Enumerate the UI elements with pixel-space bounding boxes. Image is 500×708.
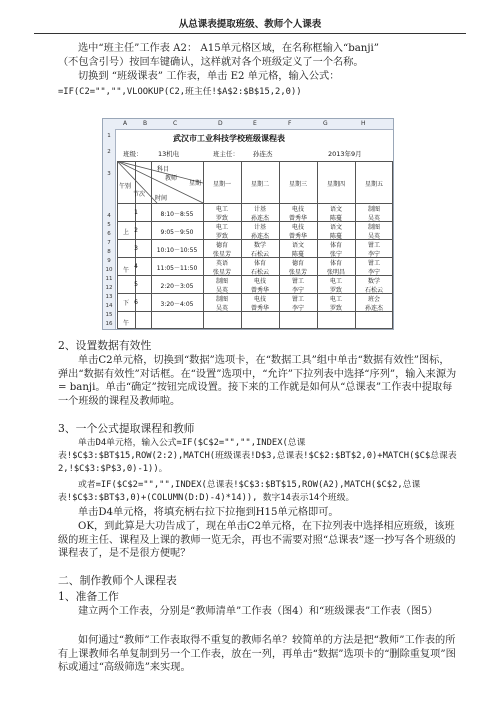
intro-line-1: 选中“班主任”工作表 A2： A15单元格区域，在名称框输入“banji” xyxy=(78,43,379,54)
course-cell: 计基 xyxy=(253,206,266,213)
hdr-teacher: 教师 xyxy=(165,175,178,182)
col-f: F xyxy=(288,120,292,127)
course-cell: 电技 xyxy=(291,206,304,213)
course-cell: 班会 xyxy=(367,296,380,303)
course-cell: 英语 xyxy=(215,260,228,267)
period-time: 9:05－9:50 xyxy=(160,229,194,236)
period-time: 11:05－11:50 xyxy=(156,265,198,272)
teacher-cell: 李宁 xyxy=(291,286,304,294)
row-11: 11 xyxy=(105,276,113,282)
row-13: 13 xyxy=(105,294,113,300)
row-header-bar xyxy=(103,129,116,329)
course-cell: 钳工 xyxy=(367,242,380,249)
course-cell: 语文 xyxy=(291,242,304,249)
row-12: 12 xyxy=(105,285,113,291)
course-cell: 德育 xyxy=(215,242,228,249)
course-cell: 数学 xyxy=(253,242,266,249)
column-header-bar xyxy=(103,119,393,130)
teacher-cell: 陈蔓 xyxy=(291,250,304,258)
part2-sub1: 1、准备工作 xyxy=(58,590,119,603)
period-number: 3 xyxy=(134,245,138,252)
teacher-cell: 李宁 xyxy=(291,304,304,312)
afternoon-label-bottom: 午 xyxy=(123,320,130,327)
teacher-cell: 孙连杰 xyxy=(250,232,269,240)
period-number: 4 xyxy=(134,263,138,270)
sheet-title: 武汉市工业科技学校班级课程表 xyxy=(173,134,285,143)
period-time: 10:10－10:55 xyxy=(156,247,198,254)
row-4: 4 xyxy=(107,213,111,219)
row-8: 8 xyxy=(107,249,111,255)
teacher-cell: 罗致 xyxy=(215,214,228,222)
course-cell: 语文 xyxy=(329,224,342,231)
section3-heading: 3、一个公式提取课程和教师 xyxy=(58,422,195,435)
teacher-cell: 石松云 xyxy=(364,286,383,294)
homeroom-teacher-value: 孙连杰 xyxy=(253,150,273,158)
col-e: E xyxy=(253,120,257,127)
homeroom-teacher-label: 班主任： xyxy=(213,150,239,158)
period-number: 2 xyxy=(134,227,138,234)
course-cell: 数学 xyxy=(367,278,380,285)
row-2: 2 xyxy=(107,149,111,155)
course-cell: 电技 xyxy=(253,278,266,285)
course-cell: 体育 xyxy=(329,260,342,267)
period-number: 5 xyxy=(134,281,138,288)
col-g: G xyxy=(323,120,328,127)
intro-line-3: 切换到 “班级课表” 工作表，单击 E2 单元格，输入公式： xyxy=(78,71,340,82)
class-label: 班级： xyxy=(123,150,143,158)
hdr-time: 时间 xyxy=(155,195,168,202)
row-9: 9 xyxy=(107,258,111,264)
row-16: 16 xyxy=(105,321,113,327)
row-10: 10 xyxy=(105,267,113,273)
class-value: 13机电 xyxy=(158,150,180,158)
course-cell: 体育 xyxy=(253,260,266,267)
weekday-tue: 星期二 xyxy=(250,181,269,188)
teacher-cell: 石松云 xyxy=(250,250,269,258)
teacher-cell: 石松云 xyxy=(250,268,269,276)
hdr-weekday: 星期 xyxy=(189,180,202,187)
hdr-noon: 午别 xyxy=(119,183,132,190)
course-cell: 制图 xyxy=(367,206,380,213)
row-15: 15 xyxy=(105,312,113,318)
row-6: 6 xyxy=(107,231,111,237)
teacher-cell: 张星芳 xyxy=(212,250,231,258)
teacher-cell: 罗致 xyxy=(329,286,342,294)
teacher-cell: 张明昌 xyxy=(326,268,345,276)
weekday-thu: 星期四 xyxy=(326,181,345,188)
teacher-cell: 吴英 xyxy=(215,304,228,312)
part2-p2: 如何通过“教师”工作表取得不重复的教师名单？较简单的方法是把“教师”工作表的所有上课教师名单复制到另一个工作表，放在一列，再单击“数据”选项卡的“删除重复项”图标或通过“高级筛选”来实现。 xyxy=(58,635,456,674)
course-cell: 钳工 xyxy=(367,260,380,267)
row-1: 1 xyxy=(107,133,111,139)
teacher-cell: 李宁 xyxy=(367,250,380,258)
teacher-cell: 陈蔓 xyxy=(329,214,342,222)
course-cell: 电技 xyxy=(291,224,304,231)
col-a: A xyxy=(123,120,128,127)
course-cell: 钳工 xyxy=(291,278,304,285)
intro-line-2: （不包含引号）按回车键确认，这样就对各个班级定义了一个名称。 xyxy=(58,57,364,68)
teacher-cell: 罗致 xyxy=(329,304,342,312)
teacher-cell: 孙连杰 xyxy=(250,214,269,222)
course-cell: 制图 xyxy=(215,278,228,285)
row-14: 14 xyxy=(105,303,113,309)
course-cell: 计基 xyxy=(253,224,266,231)
course-cell: 电工 xyxy=(329,278,342,285)
hdr-period: 节次 xyxy=(133,191,146,198)
part2-heading: 二、制作教师个人课程表 xyxy=(58,574,177,587)
intro-formula: =IF(C2="","",VLOOKUP(C2,班主任!$A$2:$B$15,2,0)) xyxy=(58,87,302,97)
teacher-cell: 吴英 xyxy=(215,286,228,294)
page-header: 从总课表提取班级、教师个人课表 xyxy=(34,16,466,34)
row-5: 5 xyxy=(107,222,111,228)
weekday-mon: 星期一 xyxy=(212,181,231,188)
teacher-cell: 曾秀华 xyxy=(250,286,269,294)
section3-p3: 单击D4单元格，将填充柄右拉下拉拖到H15单元格即可。 xyxy=(78,507,339,518)
section2-heading: 2、设置数据有效性 xyxy=(58,339,152,352)
spreadsheet-screenshot xyxy=(102,118,394,330)
morning-label-top: 上 xyxy=(123,229,130,236)
course-cell: 钳工 xyxy=(291,296,304,303)
course-cell: 制图 xyxy=(215,296,228,303)
period-time: 2:20－3:05 xyxy=(160,283,194,290)
teacher-cell: 曾秀华 xyxy=(250,304,269,312)
sheet-date: 2013年9月 xyxy=(328,150,362,158)
course-cell: 电工 xyxy=(215,206,228,213)
course-cell: 电工 xyxy=(215,224,228,231)
col-c: C xyxy=(173,120,178,127)
teacher-cell: 张星芳 xyxy=(212,268,231,276)
section2-text: 单击C2单元格，切换到“数据”选项卡，在“数据工具”组中单击“数据有效性”图标，弹出“数据有效性”对话框。在“设置”选项中，“允许”下拉列表中选择“序列”，输入来源为= banji。单击“确定”按钮完成设置。接下来的工作就是如何从“总课表”工作表中提取每一个班级的课程及教师啦。 xyxy=(58,355,457,407)
period-time: 3:20－4:05 xyxy=(160,301,194,308)
course-cell: 德育 xyxy=(291,260,304,267)
teacher-cell: 曾秀华 xyxy=(288,214,307,222)
section3-p2: 或者=IF($C$2="","",INDEX(总课表!$C$3:$BT$15,ROW(A2),MATCH($C$2,总课表!$C$3:$BT$3,0)+(COLUMN(D:D)-4)*14)), 数字14表示14个班级。 xyxy=(58,480,421,504)
row-7: 7 xyxy=(107,240,111,246)
course-cell: 电工 xyxy=(329,296,342,303)
row-3: 3 xyxy=(107,171,111,177)
schedule-table xyxy=(117,161,393,329)
col-d: D xyxy=(218,120,223,127)
period-number: 6 xyxy=(134,299,138,306)
teacher-cell: 罗致 xyxy=(215,232,228,240)
teacher-cell: 陈蔓 xyxy=(329,232,342,240)
course-cell: 体育 xyxy=(329,242,342,249)
hdr-subject: 科目 xyxy=(157,166,170,173)
teacher-cell: 李宁 xyxy=(367,268,380,276)
teacher-cell: 张宁 xyxy=(329,250,342,258)
col-h: H xyxy=(361,120,366,127)
period-number: 1 xyxy=(134,209,138,216)
part2-p1: 建立两个工作表，分别是“教师清单”工作表（图4）和“班级课表”工作表（图5） xyxy=(78,606,438,617)
course-cell: 制图 xyxy=(367,224,380,231)
weekday-wed: 星期三 xyxy=(288,181,307,188)
period-time: 8:10－8:55 xyxy=(160,211,194,218)
morning-label-bottom: 午 xyxy=(123,267,130,274)
col-b: B xyxy=(143,120,148,127)
teacher-cell: 孙连杰 xyxy=(364,304,383,312)
section3-p4: OK，到此算是大功告成了，现在单击C2单元格，在下拉列表中选择相应班级，该班级的班主任、课程及上课的教师一览无余，再也不需要对照“总课表”逐一抄写各个班级的课程表了，是不是很方便呢？ xyxy=(58,521,456,560)
afternoon-label-top: 下 xyxy=(123,300,130,307)
teacher-cell: 曾秀华 xyxy=(288,232,307,240)
section3-p1: 单击D4单元格，输入公式=IF($C$2="","",INDEX(总课表!$C$3:$BT$15,ROW(2:2),MATCH(班级课表!D$3,总课表!$C$2:$BT$2,0)+MATCH($C$总课表2,!$C$3:$P$3,0)-1))。 xyxy=(58,438,457,475)
teacher-cell: 张星芳 xyxy=(288,268,307,276)
teacher-cell: 吴英 xyxy=(367,232,380,240)
course-cell: 电技 xyxy=(253,296,266,303)
course-cell: 语文 xyxy=(329,206,342,213)
weekday-fri: 星期五 xyxy=(364,181,383,188)
teacher-cell: 吴英 xyxy=(367,214,380,222)
